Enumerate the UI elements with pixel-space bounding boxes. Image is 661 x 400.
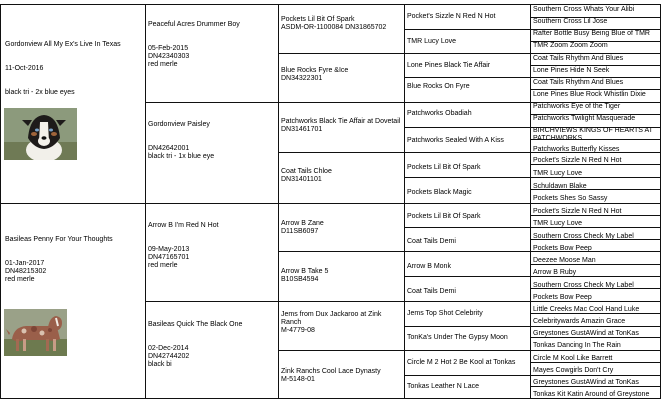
sire-1-birth: 05-Feb-2015: [148, 45, 189, 52]
grid-line: [0, 4, 1, 398]
grid-line: [278, 4, 279, 398]
grid-line: [530, 164, 661, 165]
dam-2-info: [146, 320, 278, 380]
dam-1-name: Gordonview Paisley: [148, 121, 210, 128]
grid-line: [530, 337, 661, 338]
gen5-ancestor: Patchworks Eye of the Tiger: [533, 103, 621, 110]
dog-1-color: black tri - 2x blue eyes: [5, 89, 75, 96]
great-grandparent: Jems Top Shot Celebrity: [407, 310, 483, 317]
grid-line: [530, 4, 531, 398]
grid-line: [530, 139, 661, 140]
gen5-ancestor: Lone Pines Hide N Seek: [533, 67, 610, 74]
gen5-ancestor: TMR Lucy Love: [533, 170, 583, 177]
grandparent-reg: D11SB6097: [281, 228, 319, 235]
great-grandparent: Coat Tails Demi: [407, 288, 456, 295]
dam-2-name: Basileas Quick The Black One: [148, 321, 243, 328]
grid-line: [530, 288, 661, 289]
great-grandparent: Tonkas Leather N Lace: [407, 383, 479, 390]
grid-line: [145, 102, 661, 103]
sire-2-name: Arrow B I'm Red N Hot: [148, 222, 219, 229]
gen5-ancestor: Southern Cross Whats Your Alibi: [533, 6, 635, 13]
great-grandparent: Patchworks Sealed With A Kiss: [407, 137, 504, 144]
grid-line: [530, 239, 661, 240]
grid-line: [404, 177, 661, 178]
grid-line: [530, 17, 661, 18]
grid-line: [145, 4, 146, 398]
grid-line: [278, 251, 661, 252]
great-grandparent: TMR Lucy Love: [407, 38, 457, 45]
grandparent-1-1: [279, 15, 405, 55]
gen5-ancestor: Patchworks Butterfly Kisses: [533, 146, 620, 153]
gen5-ancestor: Little Creeks Mac Cool Hand Luke: [533, 306, 640, 313]
dog-1-info: [3, 40, 145, 100]
grandparent-reg: DN31461701: [281, 126, 323, 133]
gen5-ancestor: Tonkas Kit Katin Around of Greystone: [533, 391, 650, 398]
grandparent-1-3: [279, 117, 405, 147]
grid-line: [0, 4, 661, 5]
grandparent-reg: ASDM-OR-1100084 DN31865702: [281, 24, 387, 31]
australian-shepherd-red-merle-photo: [4, 309, 67, 356]
gen5-ancestor: Southern Cross Check My Label: [533, 282, 634, 289]
grandparent-name: Arrow B Take 5: [281, 268, 329, 275]
grandparent-2-1: [279, 219, 405, 249]
sire-2-info: [146, 221, 278, 281]
gen5-ancestor: Pockets Shes So Sassy: [533, 195, 608, 202]
dam-1-info: [146, 120, 278, 200]
sire-2-color: red merle: [148, 262, 178, 269]
grid-line: [404, 4, 405, 398]
great-grandparent: Pockets Lil Bit Of Spark: [407, 164, 481, 171]
grid-line: [404, 227, 661, 228]
grandparent-1-2: [279, 66, 405, 96]
grid-line: [404, 375, 661, 376]
great-grandparent: Patchworks Obadiah: [407, 110, 472, 117]
gen5-ancestor: Southern Cross Check My Label: [533, 233, 634, 240]
gen5-ancestor: Pocket's Sizzle N Red N Hot: [533, 208, 622, 215]
grid-line: [0, 203, 661, 204]
dam-2-birth: 02-Dec-2014: [148, 345, 189, 352]
grid-line: [404, 127, 661, 128]
dog-2-color: red merle: [5, 276, 35, 283]
sire-1-name: Peaceful Acres Drummer Boy: [148, 21, 240, 28]
gen5-ancestor: Mayes Cowgirls Don't Cry: [533, 367, 614, 374]
gen5-ancestor: Patchworks Twilight Masquerade: [533, 115, 636, 122]
dam-2-color: black bi: [148, 361, 172, 368]
grid-line: [278, 350, 661, 351]
gen5-ancestor: Tonkas Dancing In The Rain: [533, 342, 621, 349]
dog-2-info: [3, 235, 145, 295]
gen5-ancestor: Lone Pines Blue Rock Whistlin Dixie: [533, 91, 646, 98]
grandparent-name: Coat Tails Chloe: [281, 168, 332, 175]
grandparent-name: Arrow B Zane: [281, 220, 324, 227]
great-grandparent: Coat Tails Demi: [407, 238, 456, 245]
gen5-ancestor: Pockets Bow Peep: [533, 294, 592, 301]
grid-line: [278, 152, 661, 153]
dog-2-name: Basileas Penny For Your Thoughts: [5, 236, 113, 243]
grandparent-2-4: [279, 367, 405, 397]
gen5-ancestor: Coat Tails Rhythm And Blues: [533, 55, 624, 62]
great-grandparent: Arrow B Monk: [407, 263, 451, 270]
grid-line: [404, 29, 661, 30]
grid-line: [530, 189, 661, 190]
dog-2-birth: 01-Jan-2017: [5, 260, 45, 267]
grandparent-name: Blue Rocks Fyre &Ice: [281, 67, 349, 74]
dam-1-color: black tri - 1x blue eye: [148, 153, 215, 160]
gen5-ancestor: Pockets Bow Peep: [533, 245, 592, 252]
dog-1-name: Gordonview All My Ex's Live In Texas: [5, 41, 121, 48]
sire-1-info: [146, 20, 278, 100]
gen5-ancestor: TMR Lucy Love: [533, 220, 583, 227]
gen5-ancestor: Celebritywards Amazin Grace: [533, 318, 626, 325]
gen5-ancestor: Coat Tails Rhythm And Blues: [533, 79, 624, 86]
great-grandparent: Pockets Lil Bit Of Spark: [407, 213, 481, 220]
grandparent-reg: M-4779-08: [281, 327, 315, 334]
gen5-ancestor: Southern Cross Lil Jose: [533, 18, 608, 25]
dam-1-reg: DN42642001: [148, 145, 190, 152]
grid-line: [278, 53, 661, 54]
grid-line: [404, 326, 661, 327]
gen5-ancestor: Arrow B Ruby: [533, 269, 577, 276]
sire-2-reg: DN47165701: [148, 254, 190, 261]
gen5-ancestor: Pocket's Sizzle N Red N Hot: [533, 157, 622, 164]
dog-2-reg: DN48215302: [5, 268, 47, 275]
great-grandparent: Circle M 2 Hot 2 Be Kool at Tonkas: [407, 359, 516, 366]
grandparent-reg: M-5148-01: [281, 376, 315, 383]
gen5-ancestor: Rafter Bottle Busy Being Blue of TMR: [533, 30, 650, 37]
dam-2-reg: DN42744202: [148, 353, 190, 360]
grid-line: [530, 313, 661, 314]
sire-1-color: red merle: [148, 61, 178, 68]
grid-line: [530, 386, 661, 387]
grandparent-name: Zink Ranchs Cool Lace Dynasty: [281, 368, 381, 375]
grid-line: [530, 89, 661, 90]
gen5-ancestor: Greystones GustAWind at TonKas: [533, 330, 639, 337]
great-grandparent: Pocket's Sizzle N Red N Hot: [407, 13, 496, 20]
grid-line: [404, 276, 661, 277]
grandparent-2-3: [279, 310, 405, 350]
great-grandparent: Pockets Black Magic: [407, 189, 472, 196]
gen5-ancestor: Greystones GustAWind at TonKas: [533, 379, 639, 386]
gen5-ancestor: Deezee Moose Man: [533, 257, 596, 264]
grandparent-reg: B10SB4594: [281, 276, 319, 283]
grandparent-name: Jems from Dux Jackaroo at Zink Ranch: [281, 311, 382, 326]
grandparent-1-4: [279, 167, 405, 197]
grandparent-name: Patchworks Black Tie Affair at Dovetail: [281, 118, 401, 125]
australian-shepherd-black-tri-photo: [4, 108, 77, 160]
grid-line: [404, 77, 661, 78]
gen5-ancestor: BIRCHVIEWS KINGS OF HEARTS AT PATCHWORKS: [533, 127, 653, 142]
gen5-ancestor: Schuldawn Blake: [533, 183, 587, 190]
great-grandparent: Lone Pines Black Tie Affair: [407, 62, 491, 69]
grandparent-name: Pockets Lil Bit Of Spark: [281, 16, 355, 23]
gen5-ancestor: Circle M Kool Like Barrett: [533, 355, 613, 362]
grid-line: [530, 65, 661, 66]
grid-line: [530, 41, 661, 42]
grid-line: [530, 114, 661, 115]
grid-line: [0, 398, 661, 399]
grid-line: [145, 301, 661, 302]
sire-2-birth: 09-May-2013: [148, 246, 190, 253]
grandparent-2-2: [279, 267, 405, 297]
grandparent-reg: DN34322301: [281, 75, 323, 82]
grid-line: [530, 215, 661, 216]
great-grandparent: TonKa's Under The Gypsy Moon: [407, 334, 508, 341]
sire-1-reg: DN42340303: [148, 53, 190, 60]
grid-line: [530, 362, 661, 363]
gen5-ancestor: TMR Zoom Zoom Zoom: [533, 42, 608, 49]
dog-1-birth: 11-Oct-2016: [5, 65, 44, 72]
grandparent-reg: DN31401101: [281, 176, 322, 183]
grid-line: [530, 264, 661, 265]
great-grandparent: Blue Rocks On Fyre: [407, 83, 470, 90]
